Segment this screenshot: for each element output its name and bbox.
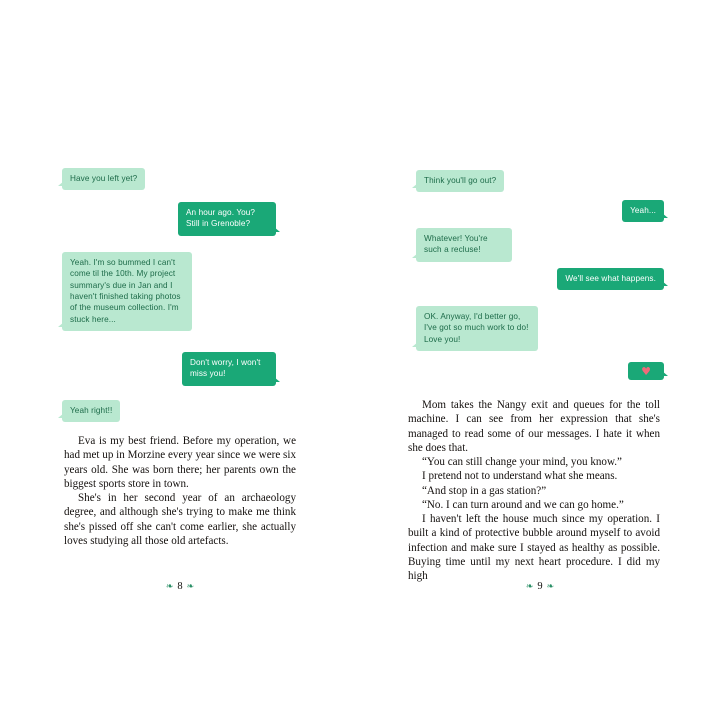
chat-bubble-incoming: Yeah right!! — [62, 400, 120, 422]
chat-bubble-incoming: OK. Anyway, I'd better go, I've got so much work to do! Love you! — [416, 306, 538, 351]
chat-bubble-outgoing: We'll see what happens. — [557, 268, 664, 290]
body-text-right — [408, 398, 660, 583]
ornament-icon: ❧ — [546, 581, 555, 591]
page-number: 8 — [177, 581, 183, 592]
heart-icon: ♥ — [641, 364, 651, 378]
body-text-left — [64, 434, 296, 548]
paragraph: “And stop in a gas station?” — [422, 484, 547, 497]
ornament-icon: ❧ — [525, 581, 534, 591]
chat-bubble-incoming: Have you left yet? — [62, 168, 145, 190]
page-folio-right — [360, 581, 720, 592]
paragraph: I haven't left the house much since my operation. I built a kind of protective bubble around myself to avoid infection and make sure I stayed as healthy as possible. Buying time until my next heart procedure. I did my high — [408, 513, 660, 582]
paragraph: She's in her second year of an archaeology degree, and although she's trying to make me think she's pissed off she can't come earlier, she actually loves studying all those old artefacts. — [64, 492, 296, 547]
paragraph: Mom takes the Nangy exit and queues for the toll machine. I can see from her expression that she's managed to read some of our messages. I hate it when she does that. — [408, 399, 660, 454]
page-folio-left — [0, 581, 360, 592]
paragraph: I pretend not to understand what she means. — [422, 470, 618, 483]
ornament-icon: ❧ — [186, 581, 195, 591]
paragraph: “You can still change your mind, you know.” — [422, 456, 622, 468]
chat-bubble-outgoing: An hour ago. You? Still in Grenoble? — [178, 202, 276, 236]
chat-transcript-right — [410, 160, 670, 425]
chat-bubble-incoming: Think you'll go out? — [416, 170, 504, 192]
chat-bubble-heart — [628, 362, 664, 380]
paragraph: Eva is my best friend. Before my operation, we had met up in Morzine every year since we were six years old. She was born there; her parents own the biggest sports store in town. — [64, 435, 296, 490]
chat-transcript-left — [56, 160, 304, 425]
chat-bubble-incoming: Whatever! You're such a recluse! — [416, 228, 512, 262]
chat-bubble-outgoing: Don't worry, I won't miss you! — [182, 352, 276, 386]
page-number: 9 — [537, 581, 543, 592]
chat-bubble-outgoing: Yeah... — [622, 200, 664, 222]
chat-bubble-incoming: Yeah. I'm so bummed I can't come til the 10th. My project summary's due in Jan and I haven't finished taking photos of the museum collection. I'm stuck here... — [62, 252, 192, 331]
ornament-icon: ❧ — [165, 581, 174, 591]
paragraph: “No. I can turn around and we can go home.” — [422, 498, 624, 511]
right-page — [360, 0, 720, 720]
